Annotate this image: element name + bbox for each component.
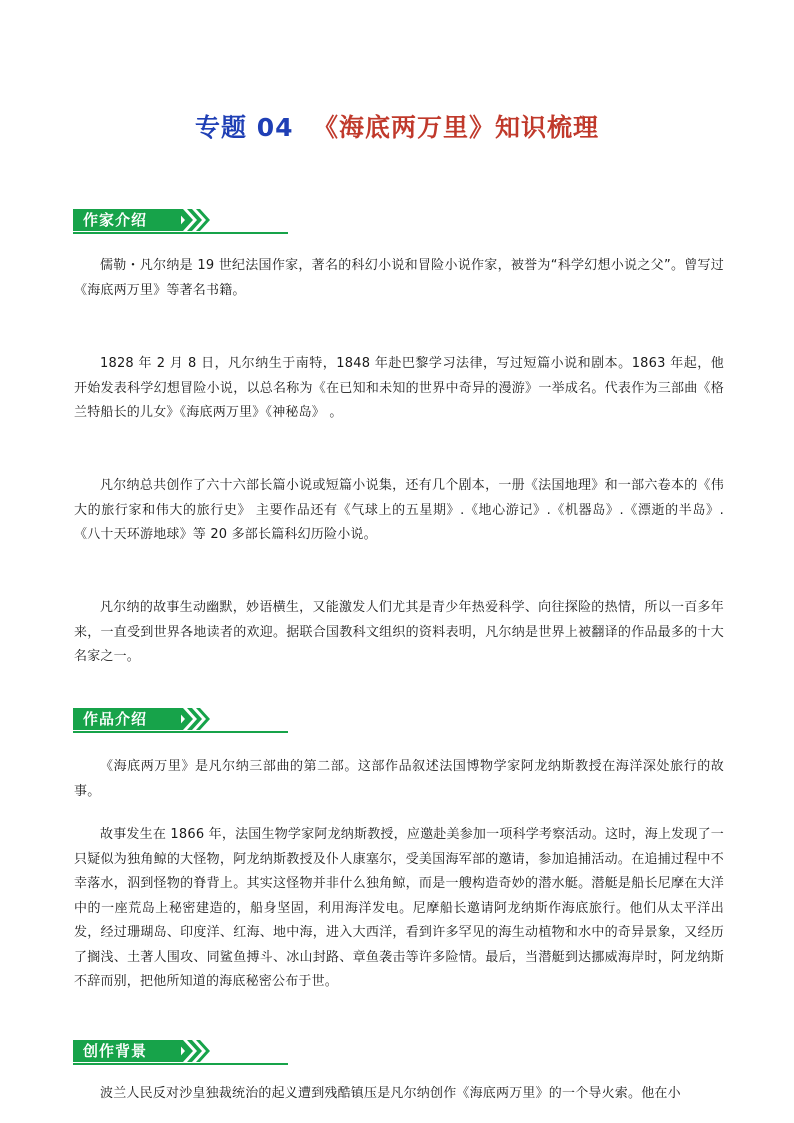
section-stripes-icon: [175, 1040, 215, 1062]
section-stripes-icon: [175, 209, 215, 231]
section-header-work: [73, 708, 288, 734]
section-header-background: [73, 1040, 288, 1066]
work-paragraph-2: 故事发生在 1866 年，法国生物学家阿龙纳斯教授，应邀赴美参加一项科学考察活动。这时，海上发现了一只疑似为独角鲸的大怪物，阿龙纳斯教授及仆人康塞尔，受美国海军部的邀请，参加追捕活动。在追捕过程中不幸落水，泅到怪物的脊背上。其实这怪物并非什么独角鲸，而是一艘构造奇妙的潜水艇。潜艇是船长尼摩在大洋中的一座荒岛上秘密建造的，船身坚固，利用海洋发电。尼摩船长邀请阿龙纳斯作海底旅行。他们从太平洋出发，经过珊瑚岛、印度洋、红海、地中海，进入大西洋，看到许多罕见的海生动植物和水中的奇异景象，又经历了搁浅、土著人围攻、同鲨鱼搏斗、冰山封路、章鱼袭击等许多险情。最后，当潜艇到达挪威海岸时，阿龙纳斯不辞而别，把他所知道的海底秘密公布于世。: [74, 827, 724, 989]
author-paragraph-2: 1828 年 2 月 8 日，凡尔纳生于南特，1848 年赴巴黎学习法律，写过短篇小说和剧本。1863 年起，他开始发表科学幻想冒险小说，以总名称为《在已知和未知的世界中奇异的漫游》一举成名。代表作为三部曲《格兰特船长的儿女》《海底两万里》《神秘岛》 。: [74, 356, 724, 420]
page-title-main: 《海底两万里》知识梳理: [312, 113, 599, 142]
section-underline: [73, 1063, 288, 1065]
section-heading-background: 创作背景: [83, 1042, 148, 1060]
author-paragraph-1: 儒勒・凡尔纳是 19 世纪法国作家，著名的科幻小说和冒险小说作家，被誉为“科学幻想小说之父”。曾写过《海底两万里》等著名书籍。: [74, 258, 724, 298]
background-paragraph-1: 波兰人民反对沙皇独裁统治的起义遭到残酷镇压是凡尔纳创作《海底两万里》的一个导火索。他在小: [100, 1086, 681, 1101]
section-heading-work: 作品介绍: [83, 710, 148, 728]
work-paragraph-1: 《海底两万里》是凡尔纳三部曲的第二部。这部作品叙述法国博物学家阿龙纳斯教授在海洋深处旅行的故事。: [74, 759, 724, 799]
section-header-author: [73, 209, 288, 235]
section-heading-author: 作家介绍: [83, 211, 148, 229]
section-underline: [73, 731, 288, 733]
section-underline: [73, 232, 288, 234]
author-paragraph-3: 凡尔纳总共创作了六十六部长篇小说或短篇小说集，还有几个剧本，一册《法国地理》和一部六卷本的《伟大的旅行家和伟大的旅行史》 主要作品还有《气球上的五星期》.《地心游记》.《机器岛》.《漂逝的半岛》.《八十天环游地球》等 20 多部长篇科幻历险小说。: [74, 478, 724, 542]
page-title-prefix: 专题 04: [195, 113, 294, 142]
author-paragraph-4: 凡尔纳的故事生动幽默，妙语横生，又能激发人们尤其是青少年热爱科学、向往探险的热情，所以一百多年来，一直受到世界各地读者的欢迎。据联合国教科文组织的资料表明，凡尔纳是世界上被翻译的作品最多的十大名家之一。: [74, 600, 724, 664]
page-title: [0, 111, 794, 145]
section-stripes-icon: [175, 708, 215, 730]
